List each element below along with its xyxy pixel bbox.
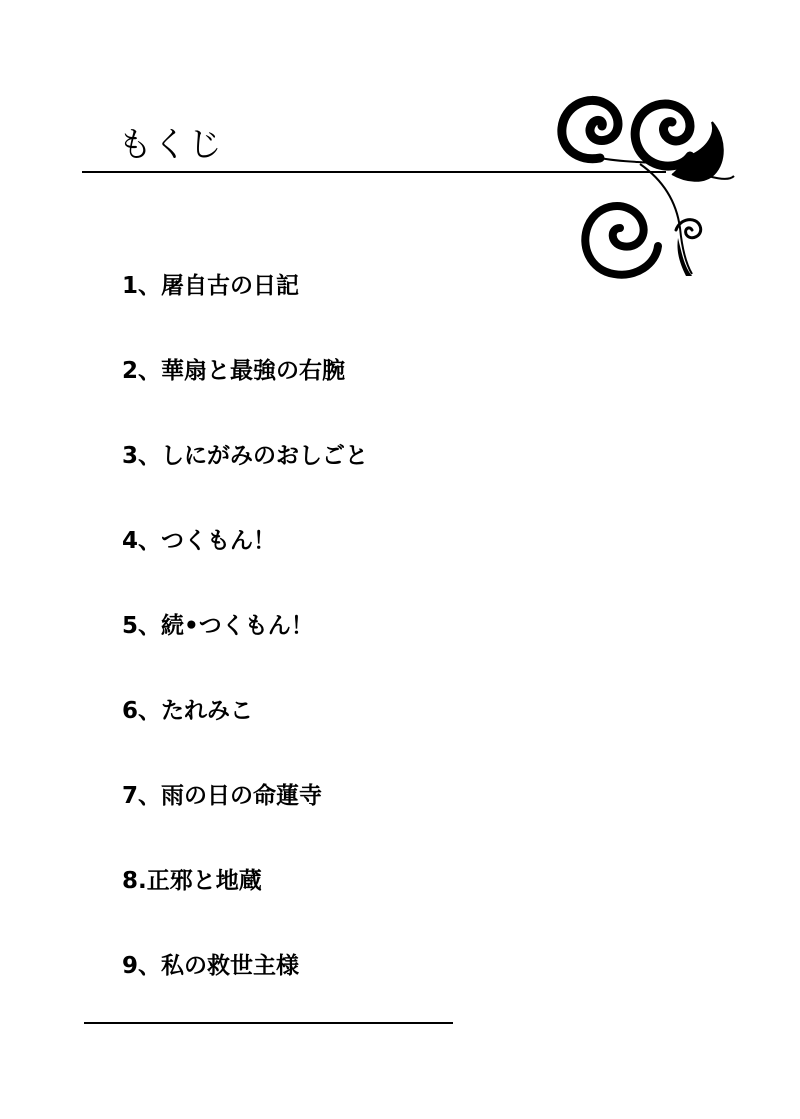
page-title: もくじ [118,125,223,165]
toc-entry-6[interactable]: 6、たれみこ [122,698,254,724]
table-of-contents [122,268,368,1033]
swirl-flourish-icon [540,78,750,288]
toc-item [122,863,368,948]
toc-entry-3[interactable]: 3、しにがみのおしごと [122,443,369,469]
toc-item [122,353,368,438]
toc-item [122,778,368,863]
toc-entry-2[interactable]: 2、華扇と最強の右腕 [122,358,346,384]
toc-entry-8[interactable]: 8.正邪と地蔵 [122,868,262,894]
toc-item [122,523,368,608]
toc-entry-9[interactable]: 9、私の救世主様 [122,953,300,979]
toc-item [122,268,368,353]
toc-entry-1[interactable]: 1、屠自古の日記 [122,273,300,299]
toc-item [122,438,368,523]
toc-entry-4[interactable]: 4、つくもん！ [122,528,277,554]
toc-item [122,608,368,693]
toc-item [122,948,368,1033]
toc-item [122,693,368,778]
footer-rule [84,1022,453,1024]
toc-entry-7[interactable]: 7、雨の日の命蓮寺 [122,783,323,809]
toc-entry-5[interactable]: 5、続•つくもん！ [122,613,314,639]
